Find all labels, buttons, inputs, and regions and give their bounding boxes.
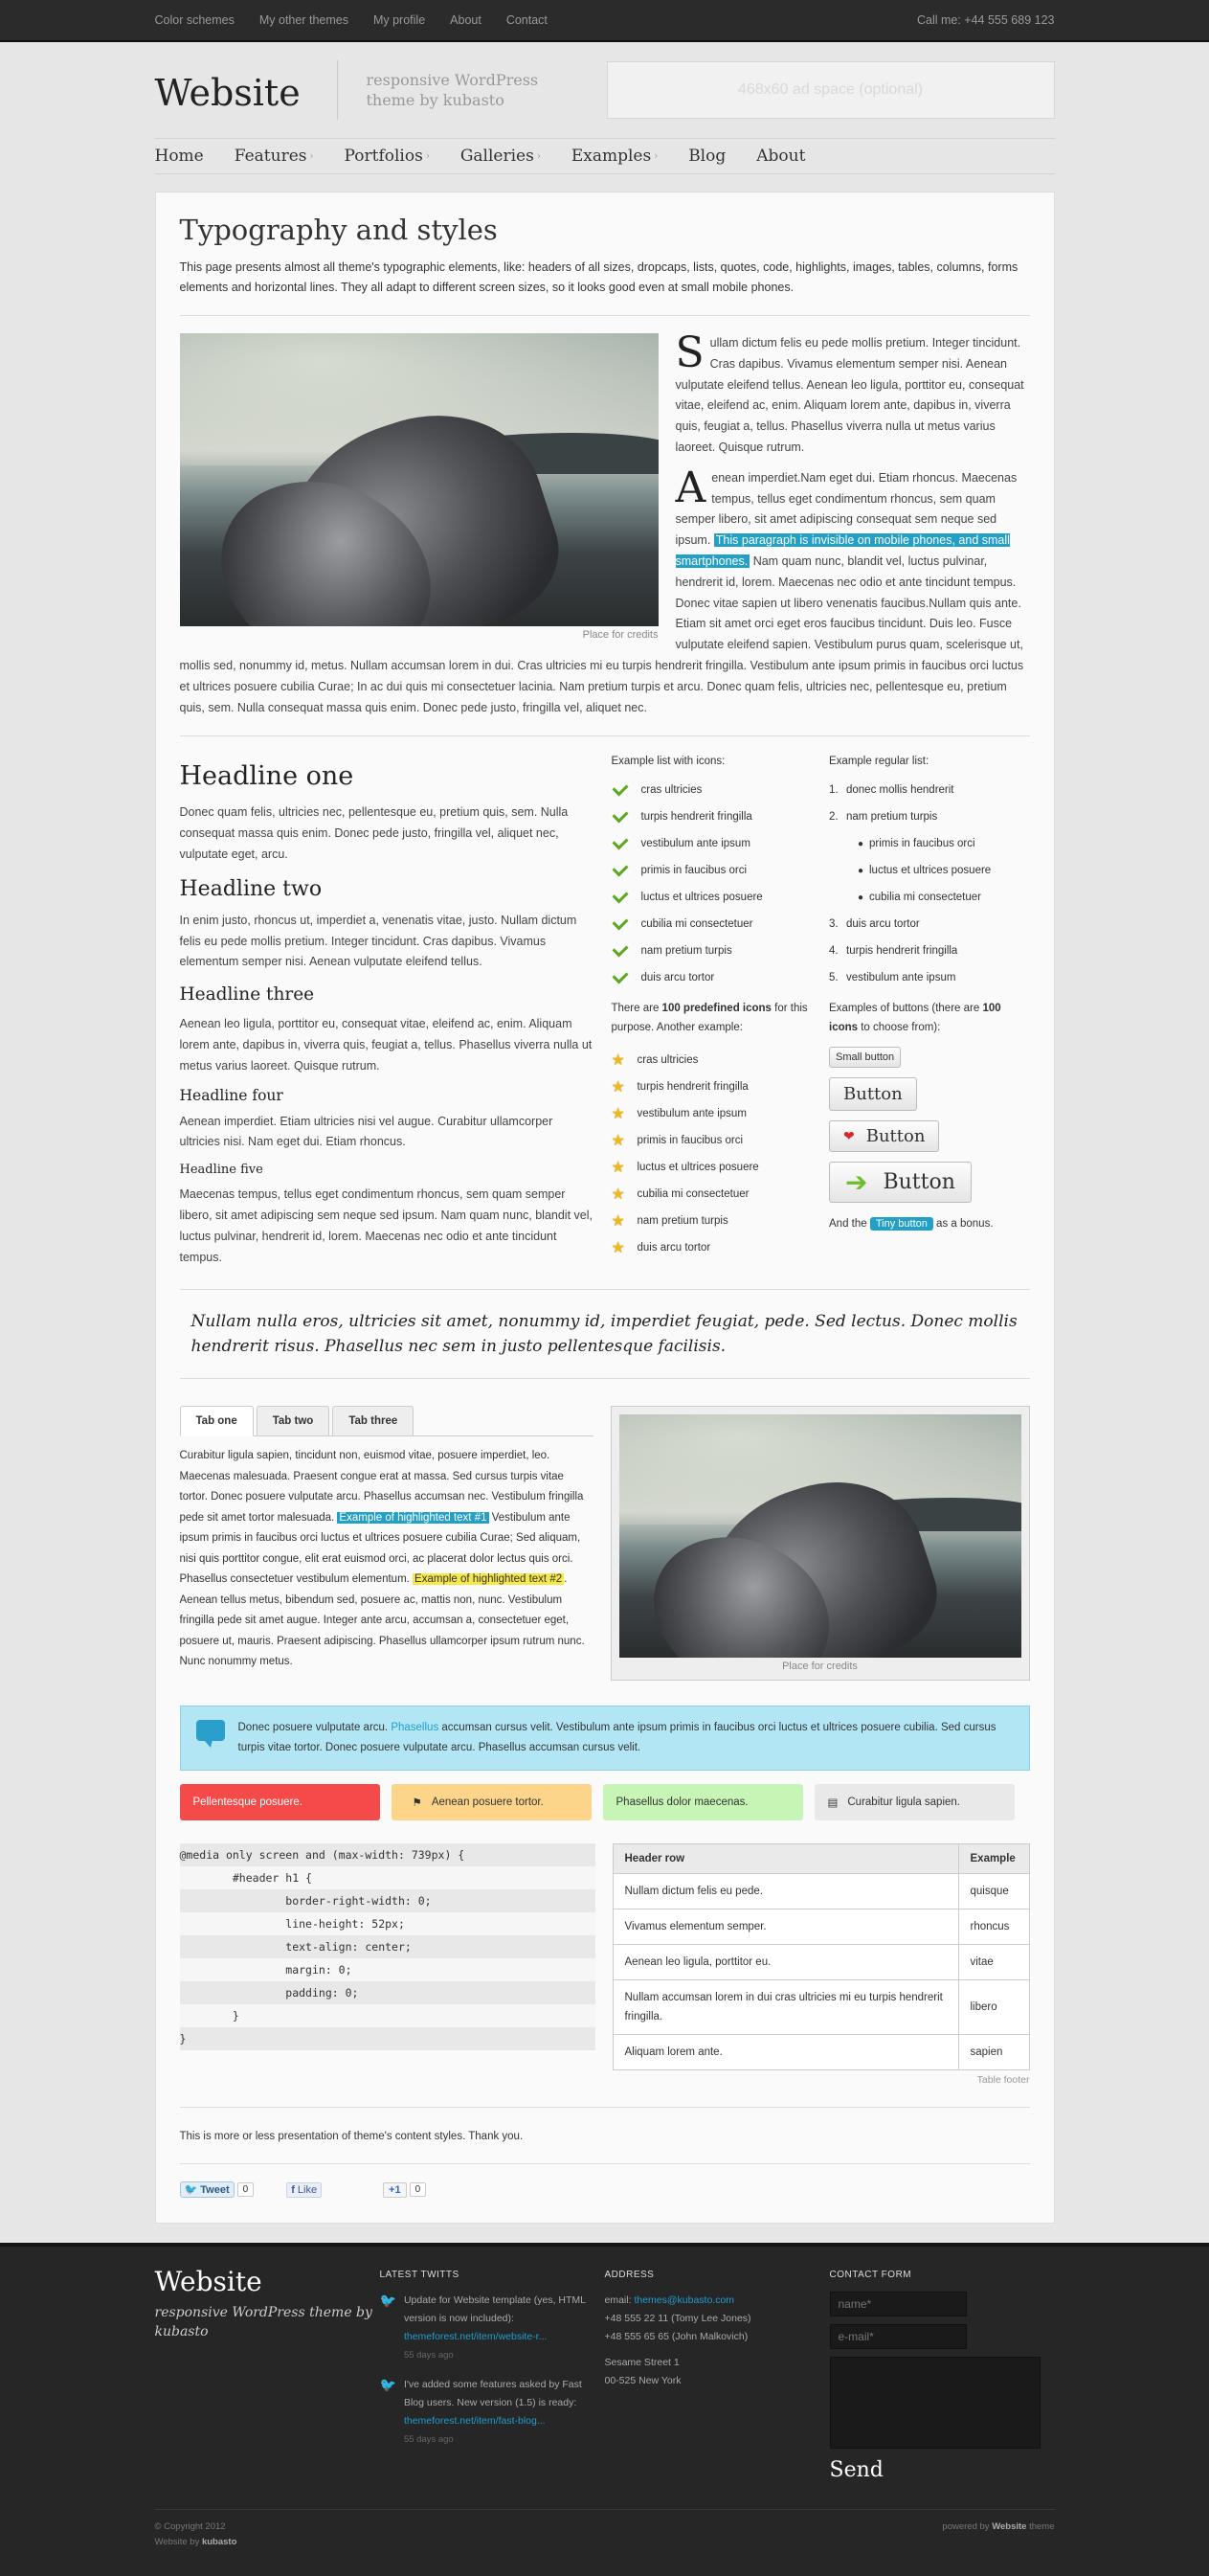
code-line: text-align: center; (180, 1935, 595, 1958)
email-input[interactable] (830, 2324, 967, 2349)
check-icon (613, 888, 629, 904)
top-bar (0, 0, 1209, 42)
top-link-about[interactable]: About (450, 13, 481, 27)
twitts-title: LATEST TWITTS (379, 2270, 459, 2280)
tweet-link[interactable]: themeforest.net/item/fast-blog... (403, 2415, 546, 2427)
list-item: ★ cubilia mi consectetuer (611, 1186, 750, 1204)
footer-brand (155, 2266, 380, 2482)
headline-four-text: Aenean imperdiet. Etiam ultricies nisi vel augue. Curabitur ullamcorper ultricies nisi. Nam eget dui. Etiam rhoncus. (179, 1114, 553, 1149)
headline-two-text: In enim justo, rhoncus ut, imperdiet a, venenatis vitae, justo. Nullam dictum felis eu pede mollis pretium. Integer tincidunt. Cras dapibus. Vivamus elementum semper nisi. Aenean vulputate eleifend tellus. (179, 913, 577, 969)
outro-text: This is more or less presentation of theme's content styles. Thank you. (179, 2131, 524, 2143)
list-item: luctus et ultrices posuere (611, 884, 812, 911)
dropcap: A (675, 463, 706, 512)
icon-list-title: Example list with icons: (611, 756, 726, 768)
message-textarea[interactable] (830, 2357, 1041, 2449)
star-icon: ★ (611, 1052, 625, 1070)
featured-photo[interactable] (180, 333, 659, 626)
star-icon: ★ (611, 1079, 625, 1096)
address-block: email: themes@kubasto.com +48 555 22 11 (Tomy Lee Jones) +48 555 65 65 (John Malkovich) Sesame Street 1 00-525 New York (604, 2294, 751, 2386)
twitter-bird-icon: 🐦 (184, 2184, 198, 2197)
copyright: © Copyright 2012 Website by kubasto (154, 2521, 237, 2547)
list-item: 1. donec mollis hendrerit (829, 784, 954, 797)
header (155, 42, 1055, 138)
ordered-list (829, 777, 1030, 991)
check-icon (613, 861, 629, 877)
success-box: Phasellus dolor maecenas. (603, 1784, 803, 1820)
tweet-share (180, 2181, 255, 2198)
big-button[interactable]: ➔ Button (829, 1162, 972, 1203)
list-item: ★ nam pretium turpis (611, 1213, 728, 1231)
list-item: cubilia mi consectetuer (611, 911, 812, 938)
divider (180, 2107, 1030, 2108)
flag-icon: ⚑ (412, 1797, 422, 1810)
site-tagline: responsive WordPress theme by kubasto (366, 71, 539, 109)
plus-one-button[interactable]: +1 (383, 2182, 407, 2198)
table-header: Header row (613, 1844, 958, 1874)
table-row: Nullam dictum felis eu pede. quisque (613, 1874, 1029, 1909)
list-item: ★ turpis hendrerit fringilla (611, 1079, 749, 1096)
footer (0, 2243, 1209, 2576)
list-item: ★ luctus et ultrices posuere (611, 1160, 759, 1177)
headline-one-text: Donec quam felis, ultricies nec, pellentesque eu, pretium quis, sem. Nulla consequat massa quis enim. Donec pede justo, fringilla vel, aliquet nec, vulputate eget, arcu. (179, 805, 569, 861)
table-footer: Table footer (976, 2074, 1030, 2087)
tweet-button[interactable]: 🐦 Tweet (180, 2181, 235, 2198)
headline-five-text: Maecenas tempus, tellus eget condimentum rhoncus, sem quam semper libero, sit amet adipiscing sem neque sed ipsum. Nam quam nunc, blandit vel, luctus pulvinar, hendrerit id, lorem. Maecenas nec odio et ante tincidunt tempus. (179, 1187, 593, 1264)
tab-one[interactable]: Tab one (180, 1406, 254, 1436)
info-box: Donec posuere vulputate arcu. Phasellus accumsan cursus velit. Vestibulum ante ipsum primis in faucibus orci luctus et ultrices posuere cubilia. Sed cursus turpis vitae tortor. Donec posuere vulputate arcu. Phasellus accumsan cursus velit. (180, 1706, 1030, 1771)
arrow-right-icon: ➔ (845, 1165, 868, 1198)
predefined-icons-note: There are 100 predefined icons for this purpose. Another example: (611, 1003, 808, 1034)
list-item: ★ cras ultricies (611, 1052, 699, 1070)
photo-frame (611, 1406, 1030, 1681)
nav-item-blog[interactable] (688, 147, 726, 166)
table-column (613, 1843, 1030, 2086)
email-link[interactable]: themes@kubasto.com (634, 2294, 735, 2306)
tagline-wrap (337, 60, 568, 120)
tabs-section (180, 1406, 1030, 1681)
speech-bubble-icon (196, 1720, 225, 1741)
warning-box: ⚑ Aenean posuere tortor. (392, 1784, 592, 1820)
twitter-bird-icon: 🐦 (379, 2293, 396, 2308)
check-list (611, 777, 812, 991)
star-icon: ★ (611, 1240, 625, 1257)
list-subitem: ● cubilia mi consectetuer (858, 892, 981, 904)
small-button[interactable]: Small button (829, 1047, 901, 1068)
headline-two: Headline two (179, 876, 323, 901)
list-item: 3. duis arcu tortor (829, 918, 920, 931)
star-list (611, 1047, 812, 1261)
code-line: margin: 0; (180, 1958, 595, 1981)
code-line: border-right-width: 0; (180, 1889, 595, 1912)
code-line: } (180, 2027, 595, 2050)
nav-label: About (756, 147, 806, 166)
footer-tagline: responsive WordPress theme by kubasto (154, 2305, 372, 2339)
headline-three: Headline three (179, 984, 315, 1006)
paragraph-two: Aenean imperdiet.Nam eget dui. Etiam rhoncus. Maecenas tempus, tellus eget condimentum rhoncus, sem quam semper libero, sit amet adipiscing consequat sem neque sed ipsum. This paragraph is invisible on mobile phones, and small smartphones. Nam quam nunc, blandit vel, luctus pulvinar, hendrerit id, lorem. Maecenas nec odio et ante tincidunt tempus. Donec vitae sapien ut libero venenatis faucibus.Nullam quis ante. Etiam sit amet orci eget eros faucibus tincidunt. Duis leo. Fusce vulputate eleifend sapien. Vestibulum purus quam, scelerisque ut, mollis sed, nonummy id, metus. Nullam accumsan lorem in dui. Cras ultricies mi eu turpis hendrerit fringilla. Vestibulum ante ipsum primis in faucibus orci luctus et ultrices posuere cubilia Curae; In ac dui quis mi consectetuer lacinia. Nam pretium turpis et arcu. Donec quam felis, ultricies nec, pellentesque eu, pretium quis, sem. Nulla consequat massa quis enim. Donec pede justo, fringilla vel, aliquet nec. (179, 463, 1024, 714)
heart-icon: ❤ (843, 1128, 855, 1144)
regular-list-column (829, 754, 1030, 1268)
chevron-right-icon: › (536, 150, 541, 162)
list-item: ★ duis arcu tortor (611, 1240, 711, 1257)
list-item: 2. nam pretium turpis (829, 811, 938, 824)
list-item: 5. vestibulum ante ipsum (829, 972, 956, 984)
phone-number: Call me: +44 555 689 123 (916, 13, 1055, 27)
footer-logo[interactable]: Website (154, 2266, 262, 2297)
info-link[interactable]: Phasellus (391, 1722, 439, 1734)
nav-item-portfolios[interactable] (345, 147, 430, 166)
blockquote: Nullam nulla eros, ultricies sit amet, nonummy id, imperdiet feugiat, pede. Sed lectus. Donec mollis hendrerit risus. Phasellus nec sem in justo pellentesque facilisis. (180, 1289, 1030, 1379)
nav-label: Home (154, 147, 204, 166)
tiny-button[interactable]: Tiny button (870, 1217, 933, 1231)
code-line: } (180, 2004, 595, 2027)
divider (180, 735, 1030, 736)
regular-list-title: Example regular list: (829, 756, 929, 768)
nav-label: Examples (571, 147, 652, 166)
twitter-bird-icon: 🐦 (379, 2377, 396, 2392)
footer-address (605, 2266, 830, 2482)
check-icon (613, 968, 629, 984)
tweet-item: 🐦 I've added some features asked by Fast Blog users. New version (1.5) is ready: themeforest.net/item/fast-blog... 55 days ago (380, 2376, 605, 2449)
code-column (180, 1843, 595, 2086)
featured-image-block (180, 333, 659, 641)
tweet-link[interactable]: themeforest.net/item/website-r... (403, 2331, 548, 2342)
photo-caption: Place for credits (782, 1661, 858, 1673)
photo-caption: Place for credits (582, 629, 659, 641)
chevron-right-icon: › (425, 150, 430, 162)
check-icon (613, 807, 629, 824)
star-icon: ★ (611, 1213, 625, 1231)
list-item: nam pretium turpis (611, 938, 812, 964)
headline-four: Headline four (179, 1086, 283, 1104)
page-intro: This page presents almost all theme's typographic elements, like: headers of all sizes, dropcaps, lists, quotes, code, highlights, images, tables, columns, forms elements and horizontal lines. They all adapt to different screen sizes, so it looks good even at small mobile phones. (179, 260, 1019, 294)
star-icon: ★ (611, 1186, 625, 1204)
list-item: primis in faucibus orci (611, 857, 812, 884)
note-box: ▤ Curabitur ligula sapien. (815, 1784, 1015, 1820)
nav-label: Features (234, 147, 307, 166)
error-box: Pellentesque posuere. (180, 1784, 380, 1820)
paragraph-one: Sullam dictum felis eu pede mollis pretium. Integer tincidunt. Cras dapibus. Vivamus elementum semper nisi. Aenean vulputate eleifend tellus. Aenean leo ligula, porttitor eu, consequat vitae, eleifend ac, enim. Aliquam lorem ante, dapibus in, viverra quis, feugiat a, tellus. Phasellus viverra nulla ut metus varius laoreet. Quisque rutrum. (675, 328, 1024, 454)
headline-five: Headline five (179, 1163, 263, 1178)
highlight-blue: This paragraph is invisible on mobile phones, and small smartphones. (675, 533, 1010, 568)
headlines-section (180, 754, 1030, 1268)
star-icon: ★ (611, 1133, 625, 1150)
list-item: 4. turpis hendrerit fringilla (829, 945, 958, 958)
top-link-contact[interactable]: Contact (505, 13, 548, 27)
top-link-profile[interactable]: My profile (372, 13, 426, 27)
divider (180, 2163, 1030, 2164)
dropcap: S (675, 328, 705, 377)
status-boxes (180, 1784, 1030, 1820)
facebook-icon: f (291, 2183, 295, 2196)
highlight-blue: Example of highlighted text #1 (339, 1511, 487, 1524)
list-subitem: ● luctus et ultrices posuere (858, 865, 992, 877)
buttons-note: Examples of buttons (there are 100 icons to choose from): (829, 1003, 1001, 1034)
footer-bottom (155, 2509, 1055, 2550)
footer-contact (830, 2266, 1055, 2482)
nav-item-features[interactable] (235, 147, 314, 166)
nav-item-examples[interactable] (571, 147, 658, 166)
list-item: vestibulum ante ipsum (611, 830, 812, 857)
headlines-column (180, 754, 594, 1268)
chevron-right-icon: › (654, 150, 659, 162)
heart-button[interactable]: ❤ Button (829, 1120, 939, 1152)
table-row: Aliquam lorem ante. sapien (613, 2035, 1029, 2070)
main-nav (155, 138, 1055, 174)
framed-photo[interactable] (619, 1414, 1021, 1658)
share-bar (180, 2181, 1030, 2198)
icon-list-column (611, 754, 812, 1268)
code-line: #header h1 { (180, 1866, 595, 1889)
photo-frame-column (611, 1406, 1030, 1681)
nav-item-galleries[interactable] (460, 147, 541, 166)
facebook-share (286, 2182, 322, 2198)
code-line: padding: 0; (180, 1981, 595, 2004)
headline-one: Headline one (179, 761, 354, 792)
chevron-right-icon: › (309, 150, 314, 162)
table-row: Vivamus elementum semper. rhoncus (613, 1909, 1029, 1945)
medium-button[interactable]: Button (829, 1077, 917, 1111)
list-item: ★ vestibulum ante ipsum (611, 1106, 747, 1123)
powered-by: powered by Website theme (942, 2521, 1055, 2532)
tab-three[interactable]: Tab three (332, 1406, 414, 1435)
top-links (155, 13, 548, 27)
tab-bar (180, 1406, 593, 1436)
ad-space: 468x60 ad space (optional) (607, 61, 1055, 119)
tab-two[interactable]: Tab two (257, 1406, 330, 1435)
list-item: cras ultricies (611, 777, 812, 803)
bullet-icon: ● (858, 865, 864, 876)
list-item: ★ primis in faucibus orci (611, 1133, 744, 1150)
tweet-date: 55 days ago (403, 2434, 454, 2445)
nav-item-home[interactable] (155, 147, 204, 166)
highlight-yellow: Example of highlighted text #2 (414, 1573, 563, 1586)
address-title: ADDRESS (604, 2270, 655, 2280)
tweet-item: 🐦 Update for Website template (yes, HTML version is now included): themeforest.net/item/website-r... 55 days ago (380, 2292, 605, 2364)
tab-content: Curabitur ligula sapien, tincidunt non, euismod vitae, posuere imperdiet, leo. Maecenas malesuada. Praesent congue erat at massa. Sed cursus turpis vitae tortor. Donec posuere vulputate arcu. Phasellus accumsan nec. Vestibulum fringilla pede sit amet tortor malesuada. Example of highlighted text #1 Vestibulum ante ipsum primis in faucibus orci luctus et ultrices posuere cubilia Curae; Sed aliquam, nisi quis porttitor congue, elit erat euismod orci, ac placerat dolor lectus quis orci. Phasellus consectetuer vestibulum elementum. Example of highlighted text #2 . Aenean tellus metus, bibendum sed, posuere ac, mattis non, nunc. Vestibulum fringilla pede sit amet augue. Integer ante arcu, accumsan a, consectetuer eget, posuere ut, mauris. Praesent adipiscing. Phasellus ullamcorper ipsum rutrum nunc. Nunc nonummy metus. (179, 1450, 585, 1668)
data-table (613, 1843, 1030, 2070)
gplus-share (383, 2182, 426, 2198)
star-icon: ★ (611, 1106, 625, 1123)
check-icon (613, 941, 629, 958)
tabs-column (180, 1406, 593, 1681)
bullet-icon: ● (858, 892, 864, 903)
page-title: Typography and styles (179, 214, 498, 246)
code-line: line-height: 52px; (180, 1912, 595, 1935)
divider (180, 315, 1030, 316)
bullet-icon: ● (858, 838, 864, 849)
nav-label: Blog (688, 147, 727, 166)
table-header: Example (958, 1844, 1029, 1874)
main-content (155, 192, 1055, 2224)
nav-label: Portfolios (344, 147, 423, 166)
plus-one-count: 0 (410, 2182, 427, 2197)
tweet-count: 0 (237, 2182, 255, 2197)
code-line: @media only screen and (max-width: 739px) { (180, 1843, 595, 1866)
check-icon (613, 780, 629, 797)
list-subitem: ● primis in faucibus orci (858, 838, 975, 850)
check-icon (613, 915, 629, 931)
footer-twitts (380, 2266, 605, 2482)
list-item: turpis hendrerit fringilla (611, 803, 812, 830)
headline-three-text: Aenean leo ligula, porttitor eu, consequat vitae, eleifend ac, enim. Aliquam lorem ante, dapibus in, viverra quis, feugiat a, tellus. Phasellus viverra nulla ut metus varius laoreet. Quisque rutrum. (179, 1017, 593, 1073)
check-icon (613, 834, 629, 850)
table-header-row (613, 1844, 1029, 1874)
name-input[interactable] (830, 2292, 967, 2316)
site-logo[interactable]: Website (154, 72, 301, 114)
send-button[interactable]: Send (829, 2458, 884, 2482)
tweet-date: 55 days ago (403, 2350, 454, 2361)
contact-title: CONTACT FORM (829, 2270, 912, 2280)
nav-item-about[interactable] (756, 147, 805, 166)
table-row: Aenean leo ligula, porttitor eu. vitae (613, 1945, 1029, 1980)
star-icon: ★ (611, 1160, 625, 1177)
list-item: duis arcu tortor (611, 964, 812, 991)
bonus-note: And the Tiny button as a bonus. (829, 1218, 994, 1231)
code-block (180, 1843, 595, 2050)
code-table-section (180, 1843, 1030, 2086)
top-link-color-schemes[interactable]: Color schemes (154, 13, 235, 27)
table-row: Nullam accumsan lorem in dui cras ultricies mi eu turpis hendrerit fringilla. libero (613, 1980, 1029, 2035)
nav-label: Galleries (459, 147, 534, 166)
top-link-other-themes[interactable]: My other themes (258, 13, 348, 27)
like-button[interactable]: f Like (286, 2182, 322, 2198)
document-icon: ▤ (827, 1797, 839, 1810)
